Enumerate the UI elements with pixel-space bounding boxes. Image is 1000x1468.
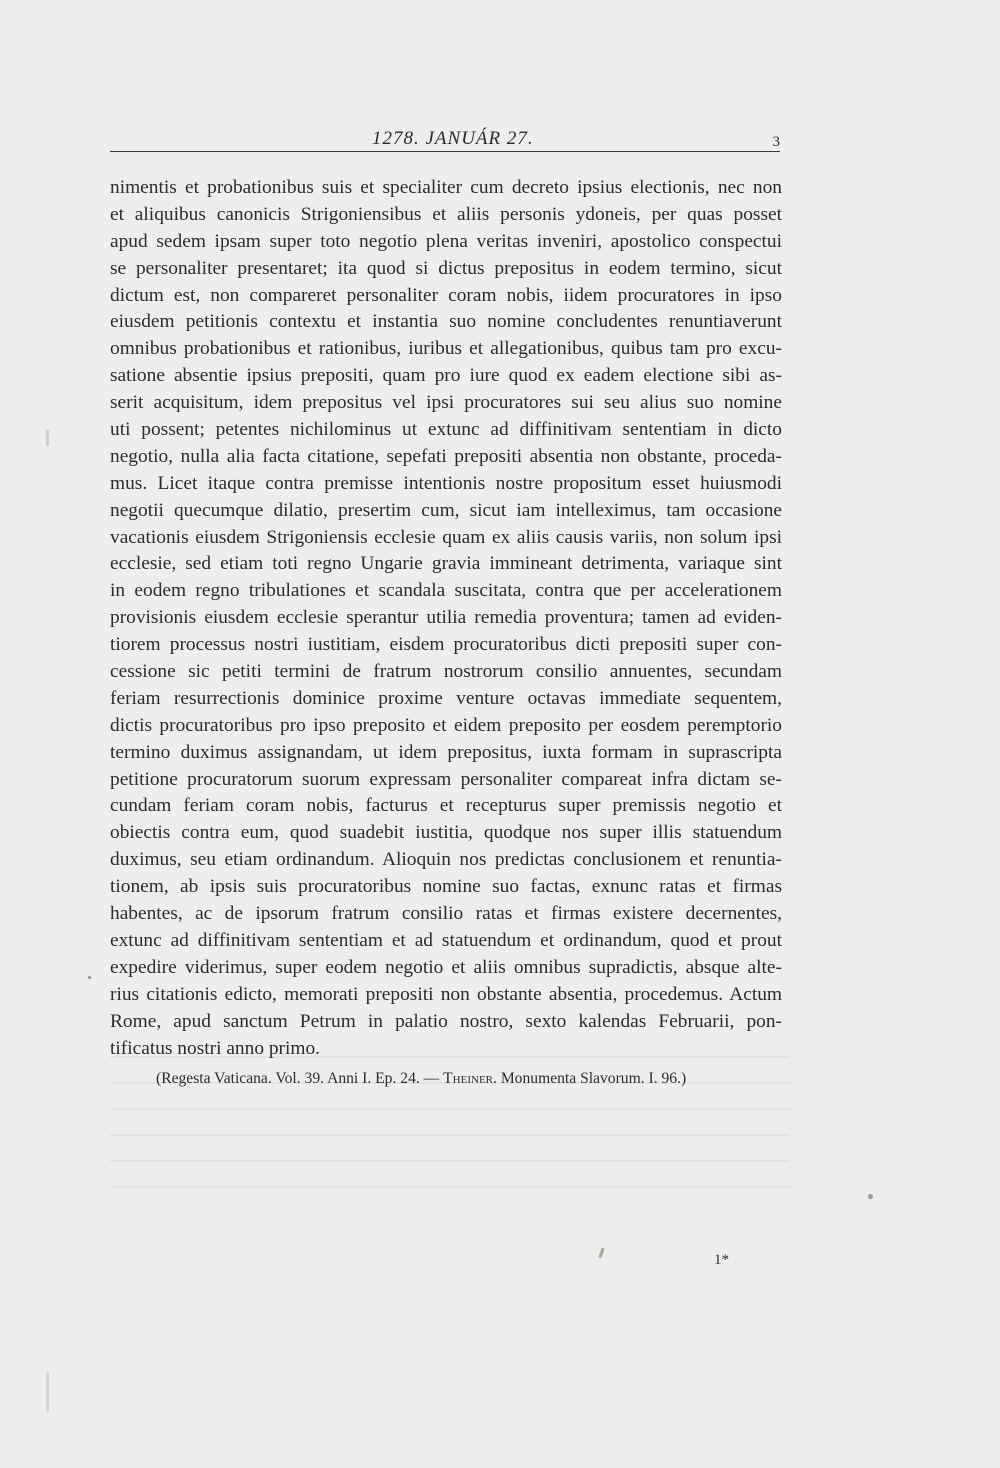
text-line: duximus, seu etiam ordinandum. Alioquin nos predictas conclusionem et renuntia- bbox=[110, 849, 782, 871]
body-text bbox=[110, 175, 782, 1062]
text-line: apud sedem ipsam super toto negotio plena veritas inveniri, apostolico conspectui bbox=[110, 230, 782, 252]
running-head bbox=[110, 128, 780, 152]
text-line: cundam feriam coram nobis, facturus et recepturus super premissis negotio et bbox=[110, 795, 782, 817]
text-line: extunc ad diffinitivam sententiam et ad statuendum et ordinandum, quod et prout bbox=[110, 929, 782, 951]
citation-author: Theiner bbox=[443, 1070, 494, 1087]
ink-speck bbox=[88, 976, 91, 979]
text-line: nimentis et probationibus suis et specialiter cum decreto ipsius electionis, nec non bbox=[110, 177, 782, 198]
text-line: tificatus nostri anno primo. bbox=[110, 1037, 321, 1059]
citation-text: (Regesta Vaticana. Vol. 39. Anni I. Ep. 24. — bbox=[156, 1070, 444, 1087]
text-line: rius citationis edicto, memorati prepositi non obstante absentia, procedemus. Actum bbox=[110, 983, 782, 1005]
signature-mark: 1* bbox=[714, 1252, 729, 1268]
page-number: 3 bbox=[772, 134, 780, 150]
page-title: 1278. JANUÁR 27. bbox=[372, 128, 534, 149]
text-line: se personaliter presentaret; ita quod si dictus prepositus in eodem termino, sicut bbox=[110, 257, 782, 279]
margin-mark bbox=[46, 430, 49, 446]
text-line: omnibus probationibus et rationibus, iuribus et allegationibus, quibus tam pro excu- bbox=[110, 338, 782, 360]
text-line: uti possent; petentes nichilominus ut extunc ad diffinitivam sententiam in dicto bbox=[110, 419, 782, 441]
text-line: negotii quecumque dilatio, presertim cum, sicut iam intelleximus, tam occasione bbox=[110, 499, 782, 521]
margin-mark bbox=[46, 1372, 49, 1412]
text-line: habentes, ac de ipsorum fratrum consilio ratas et firmas existere decernentes, bbox=[110, 903, 782, 925]
text-line: Rome, apud sanctum Petrum in palatio nostro, sexto kalendas Februarii, pon- bbox=[110, 1010, 782, 1032]
text-line: eiusdem petitionis contextu et instantia suo nomine concludentes renuntiaverunt bbox=[110, 311, 782, 333]
text-line: tionem, ab ipsis suis procuratoribus nomine suo factas, exnunc ratas et firmas bbox=[110, 876, 782, 898]
text-line: petitione procuratorum suorum expressam personaliter compareat infra dictam se- bbox=[110, 768, 782, 790]
text-line: termino duximus assignandam, ut idem prepositus, iuxta formam in suprascripta bbox=[110, 741, 782, 763]
ink-speck bbox=[598, 1248, 604, 1258]
ink-speck bbox=[868, 1194, 873, 1199]
text-line: mus. Licet itaque contra premisse intentionis nostre propositum esset huiusmodi bbox=[110, 472, 782, 494]
text-line: satione absentie ipsius prepositi, quam pro iure quod ex eadem electione sibi as- bbox=[110, 365, 782, 387]
text-line: tiorem processus nostri iustitiam, eisdem procuratoribus dicti prepositi super con- bbox=[110, 634, 782, 656]
text-line: provisionis eiusdem ecclesie sperantur utilia remedia proventura; tamen ad eviden- bbox=[110, 607, 782, 629]
text-line: cessione sic petiti termini de fratrum nostrorum consilio annuentes, secundam bbox=[110, 661, 782, 683]
citation-text: . Monumenta Slavorum. I. 96.) bbox=[493, 1070, 687, 1087]
text-line: ecclesie, sed etiam toti regno Ungarie gravia immineant detrimenta, variaque sint bbox=[110, 553, 782, 575]
text-line: dictis procuratoribus pro ipso preposito et eidem preposito per eosdem peremptorio bbox=[110, 714, 782, 736]
text-line: in eodem regno tribulationes et scandala suscitata, contra que per accelerationem bbox=[110, 580, 782, 602]
text-line: serit acquisitum, idem prepositus vel ipsi procuratores sui seu alius suo nomine bbox=[110, 392, 782, 414]
text-line: dictum est, non compareret personaliter coram nobis, iidem procuratores in ipso bbox=[110, 284, 782, 306]
text-line: vacationis eiusdem Strigoniensis ecclesie quam ex aliis causis variis, non solum ipsi bbox=[110, 526, 782, 548]
text-line: negotio, nulla alia facta citatione, sepefati prepositi absentia non obstante, proceda- bbox=[110, 445, 782, 467]
header-rule bbox=[110, 151, 780, 152]
show-through-shadow bbox=[110, 1040, 790, 1200]
text-line: expedire viderimus, super eodem negotio et aliis omnibus supradictis, absque alte- bbox=[110, 956, 782, 978]
text-line: obiectis contra eum, quod suadebit iustitia, quodque nos super illis statuendum bbox=[110, 822, 782, 844]
text-line: feriam resurrectionis dominice proxime venture octavas immediate sequentem, bbox=[110, 687, 782, 709]
text-line: et aliquibus canonicis Strigoniensibus et aliis personis ydoneis, per quas posset bbox=[110, 203, 782, 225]
